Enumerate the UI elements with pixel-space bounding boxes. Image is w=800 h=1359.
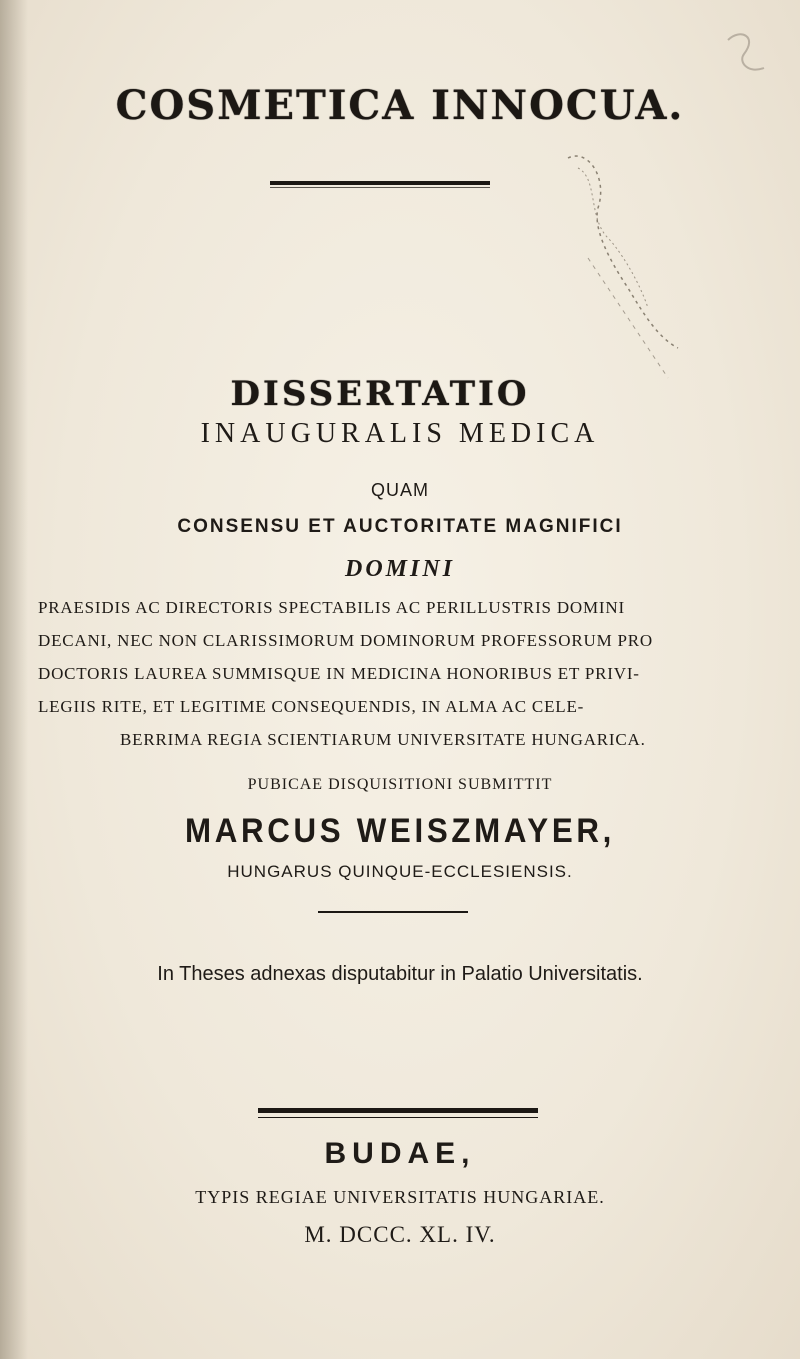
body-line-3: DOCTORIS LAUREA SUMMISQUE IN MEDICINA HONORIBUS ET PRIVI- [38, 664, 640, 683]
imprint-city: BUDAE, [324, 1137, 476, 1170]
body-line-4: LEGIIS RITE, ET LEGITIME CONSEQUENDIS, IN ALMA AC CELE- [38, 697, 585, 716]
title-rule [270, 181, 490, 185]
separator-rule [318, 911, 468, 913]
body-line-1: PRAESIDIS AC DIRECTORIS SPECTABILIS AC PERILLUSTRIS DOMINI [38, 598, 625, 617]
domini-line: DOMINI [344, 556, 455, 582]
imprint-printer: TYPIS REGIAE UNIVERSITATIS HUNGARIAE. [195, 1187, 605, 1207]
submission-line: PUBICAE DISQUISITIONI SUBMITTIT [247, 776, 553, 793]
quam-line: QUAM [371, 480, 429, 500]
imprint-year: M. DCCC. XL. IV. [304, 1222, 496, 1247]
pencil-mark [718, 28, 778, 88]
title-rule-thin [270, 187, 490, 188]
imprint-rule-thin [258, 1117, 538, 1118]
body-line-5: BERRIMA REGIA SCIENTIARUM UNIVERSITATE HUNGARICA. [120, 730, 646, 749]
ink-stain [548, 138, 688, 388]
author-name: MARCUS WEISZMAYER, [184, 812, 616, 850]
subtitle: INAUGURALIS MEDICA [200, 418, 600, 449]
theses-line: In Theses adnexas disputabitur in Palatio Universitatis. [157, 963, 643, 985]
dissertatio-heading: DISSERTATIO [230, 374, 530, 414]
consensu-line: CONSENSU ET AUCTORITATE MAGNIFICI [177, 516, 623, 537]
main-title: COSMETICA INNOCUA. [115, 82, 685, 129]
imprint-rule-thick [258, 1108, 538, 1113]
author-origin: HUNGARUS QUINQUE-ECCLESIENSIS. [227, 862, 573, 881]
body-line-2: DECANI, NEC NON CLARISSIMORUM DOMINORUM PROFESSORUM PRO [38, 631, 654, 650]
